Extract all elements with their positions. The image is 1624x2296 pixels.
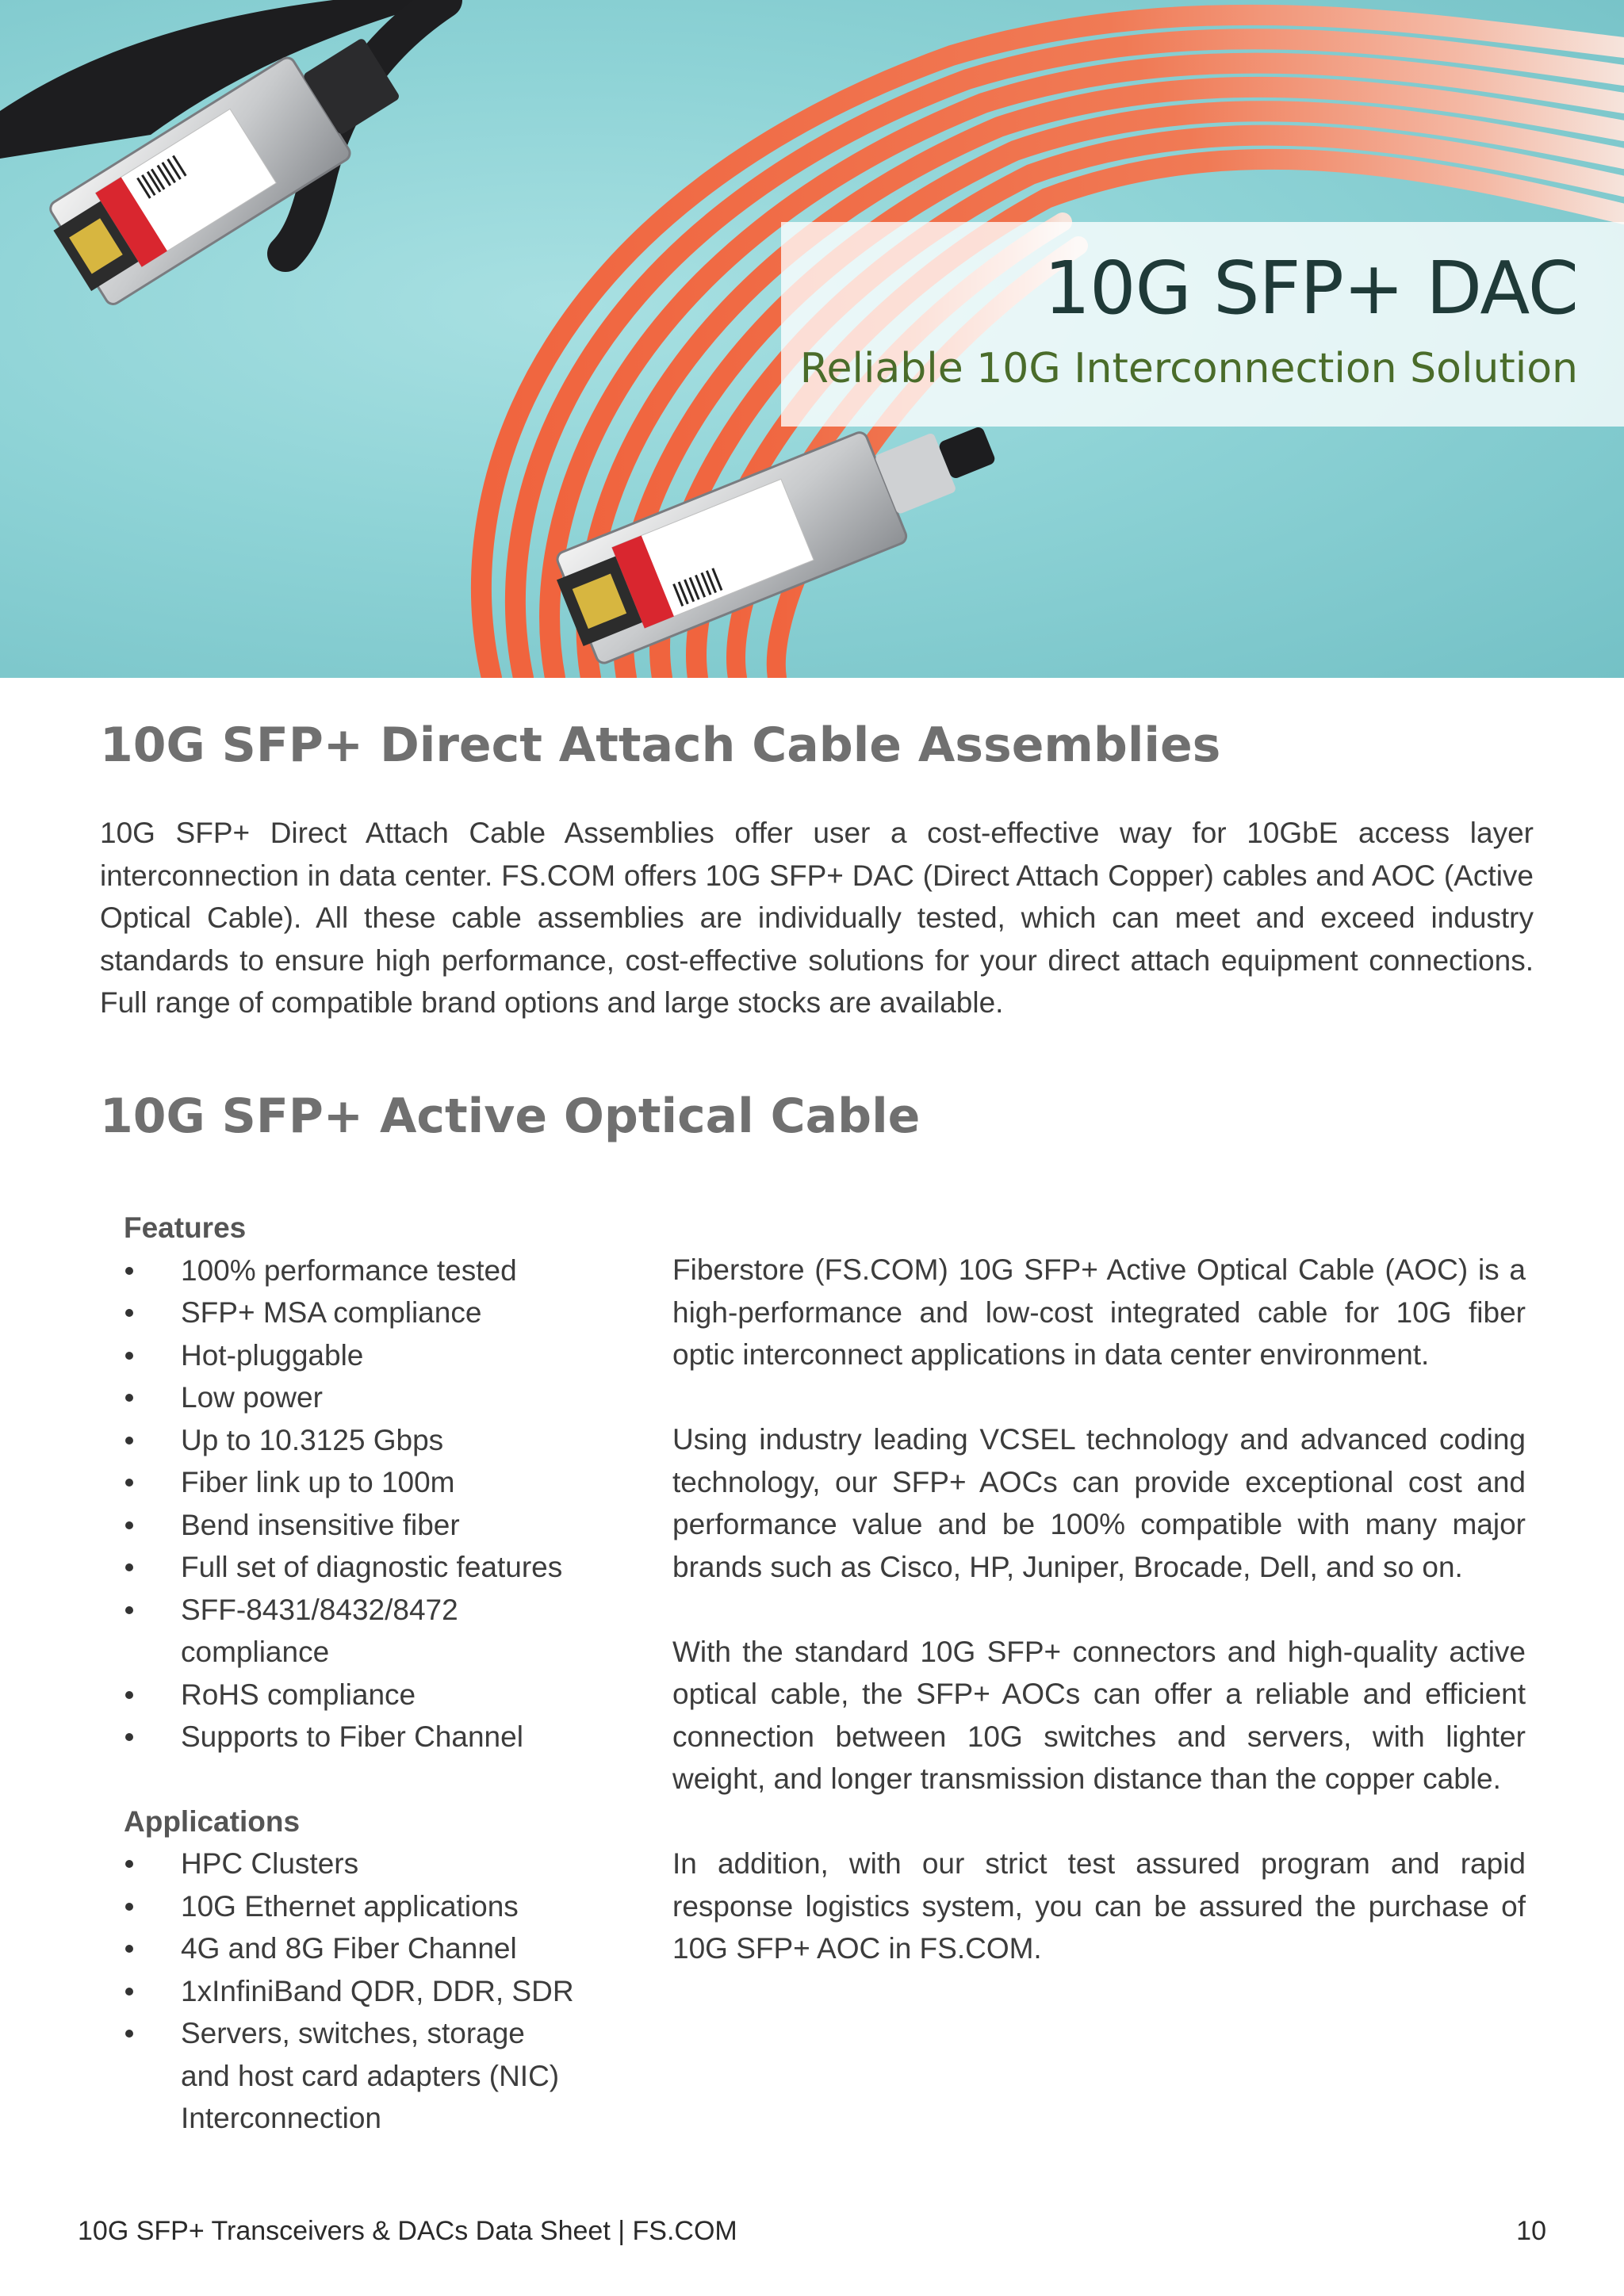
section-heading-aoc: 10G SFP+ Active Optical Cable	[100, 1089, 921, 1144]
bullet-icon	[125, 1352, 133, 1360]
bullet-icon	[125, 1521, 133, 1529]
bullet-icon	[125, 2030, 133, 2038]
hero-subtitle: Reliable 10G Interconnection Solution	[799, 345, 1578, 392]
bullet-icon	[125, 1267, 133, 1275]
page-number: 10	[1516, 2216, 1546, 2246]
bullet-icon	[125, 1309, 133, 1317]
intro-paragraph: 10G SFP+ Direct Attach Cable Assemblies offer user a cost-effective way for 10GbE access layer interconnection in data center. FS.COM offers 10G SFP+ DAC (Direct Attach Copper) cables and AOC (Active Optical Cable). All these cable assemblies are individually tested, which can meet and exceed industry standards to ensure high performance, cost-effective solutions for your direct attach equipment connections. Full range of compatible brand options and large stocks are available.	[100, 817, 1534, 1019]
applications-title: Applications	[124, 1804, 301, 1838]
hero-title: 10G SFP+ DAC	[1044, 246, 1578, 331]
list-item: Hot-pluggable	[124, 1334, 631, 1377]
list-item: HPC Clusters	[124, 1843, 631, 1885]
aoc-paragraph-3: With the standard 10G SFP+ connectors and high-quality active optical cable, the SFP+ AOCs can offer a reliable and efficient connection between 10G switches and servers, with lighter weight, and longer transmission distance than the copper cable.	[672, 1635, 1526, 1795]
aoc-paragraph-2: Using industry leading VCSEL technology and advanced coding technology, our SFP+ AOCs can provide exceptional cost and performance value and be 100% compatible with many major brands such as Cisco, HP, Juniper, Brocade, Dell, and so on.	[672, 1423, 1526, 1583]
list-item: Up to 10.3125 Gbps	[124, 1419, 631, 1462]
footer-document-title: 10G SFP+ Transceivers & DACs Data Sheet | FS.COM	[78, 2216, 737, 2246]
bullet-icon	[125, 1860, 133, 1868]
list-item: 1xInfiniBand QDR, DDR, SDR	[124, 1970, 631, 2013]
bullet-icon	[125, 1394, 133, 1402]
bullet-icon	[125, 1945, 133, 1953]
hero-banner-image	[0, 0, 1624, 678]
list-item: Low power	[124, 1376, 631, 1419]
features-list	[124, 1249, 631, 1758]
bullet-icon	[125, 1903, 133, 1911]
applications-list	[124, 1843, 631, 2140]
list-item: Fiber link up to 100m	[124, 1461, 631, 1504]
list-item: 100% performance tested	[124, 1249, 631, 1292]
list-item: Bend insensitive fiber	[124, 1504, 631, 1547]
bullet-icon	[125, 1563, 133, 1571]
bullet-icon	[125, 1479, 133, 1487]
applications-block	[124, 1800, 631, 2140]
bullet-icon	[125, 1437, 133, 1445]
hero-title-banner	[781, 222, 1624, 427]
section-heading-dac-assemblies: 10G SFP+ Direct Attach Cable Assemblies	[100, 718, 1221, 773]
aoc-paragraph-1: Fiberstore (FS.COM) 10G SFP+ Active Optical Cable (AOC) is a high-performance and low-cost integrated cable for 10G fiber optic interconnect applications in data center environment.	[672, 1253, 1526, 1371]
list-item: Servers, switches, storage and host card adapters (NIC) Interconnection	[124, 2012, 569, 2140]
features-applications-column	[124, 1207, 631, 2140]
list-item: 4G and 8G Fiber Channel	[124, 1927, 631, 1970]
aoc-description-column	[672, 1249, 1526, 2012]
features-title: Features	[124, 1211, 247, 1244]
bullet-icon	[125, 1606, 133, 1614]
list-item: Supports to Fiber Channel	[124, 1716, 631, 1758]
bullet-icon	[125, 1691, 133, 1699]
list-item: SFP+ MSA compliance	[124, 1292, 631, 1334]
list-item: SFF-8431/8432/8472 compliance	[124, 1589, 593, 1674]
bullet-icon	[125, 1733, 133, 1741]
list-item: 10G Ethernet applications	[124, 1885, 631, 1928]
bullet-icon	[125, 1988, 133, 1996]
list-item: Full set of diagnostic features	[124, 1546, 631, 1589]
list-item: RoHS compliance	[124, 1674, 631, 1716]
aoc-paragraph-4: In addition, with our strict test assured program and rapid response logistics system, you can be assured the purchase of 10G SFP+ AOC in FS.COM.	[672, 1847, 1526, 1965]
